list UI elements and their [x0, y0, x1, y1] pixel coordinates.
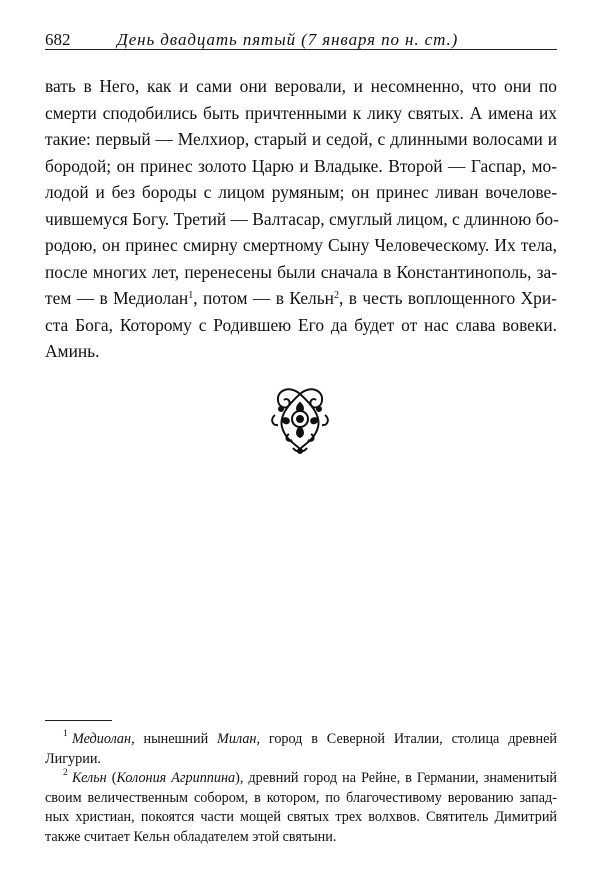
footnote-term: Кельн: [72, 770, 107, 786]
body-line: Аминь.: [45, 341, 100, 361]
body-line: смерти сподобились быть причтенными к лику святых. А имена их: [45, 102, 557, 123]
footnote-line: также считает Кельн обладателем этой святыни.: [45, 828, 337, 845]
page-number: 682: [45, 30, 71, 49]
body-line: после многих лет, перенесены были сначала в Константинополь, за-: [45, 261, 557, 282]
footnote-line: [45, 730, 557, 750]
footnote-ref-1[interactable]: 1: [188, 290, 194, 301]
footnote-mark: 2: [63, 768, 68, 778]
body-line: ста Бога, Которому с Родившею Его да будет от нас слава вовеки.: [45, 314, 557, 335]
floral-ornament-icon: [265, 385, 335, 455]
footnote-line: ных христиан, покоятся части мощей святых трех волхвов. Святитель Димитрий: [45, 809, 557, 825]
footnote-separator: [45, 720, 112, 721]
footnote-text: ), древний город на Рейне, в Германии, знаменитый: [235, 770, 558, 786]
footnotes: [45, 730, 557, 847]
body-text-fragment: тем — в Медиолан: [45, 288, 189, 308]
footnote-2: [45, 769, 557, 847]
footnote-text: (: [106, 770, 117, 786]
body-line: бородой; он принес золото Царю и Владыке. Второй — Гаспар, мо-: [45, 155, 557, 176]
footnote-text: , город в Северной Италии, столица древней: [256, 731, 557, 747]
footnote-line: [45, 769, 557, 789]
body-line: чившемуся Богу. Третий — Валтасар, смуглый лицом, с длинною бо-: [45, 208, 559, 229]
body-line: вать в Него, как и сами они веровали, и несомненно, что они по: [45, 76, 557, 96]
footnote-term: Медиолан: [72, 731, 132, 747]
body-line: такие: первый — Мелхиор, старый и седой, с длинными волосами и: [45, 129, 557, 149]
footnote-1: [45, 730, 557, 769]
running-header: [45, 31, 557, 51]
body-text-fragment: , в честь воплощенного Хри-: [338, 288, 557, 308]
header-rule: [45, 49, 557, 50]
running-title: День двадцать пятый (7 января по н. ст.): [117, 30, 459, 49]
body-text: [45, 73, 557, 365]
footnote-term: Колония Агриппина: [116, 770, 236, 786]
body-line: родою, он принес смирну смертному Сыну Человеческому. Их тела,: [45, 235, 557, 255]
footnote-mark: 1: [63, 729, 68, 739]
footnote-line: Лигурии.: [45, 750, 101, 767]
footnote-text: , нынешний: [131, 731, 218, 747]
body-text-fragment: , потом — в Кельн: [193, 288, 334, 308]
footnote-line: своим величественным собором, в котором, по благочестивому верованию запад-: [45, 789, 557, 806]
footnote-term: Милан: [217, 731, 257, 747]
footnote-ref-2[interactable]: 2: [333, 290, 339, 301]
body-line: лодой и без бороды с лицом румяным; он принес ливан вочелове-: [45, 182, 557, 202]
body-line-with-footnote-refs: [45, 285, 557, 312]
